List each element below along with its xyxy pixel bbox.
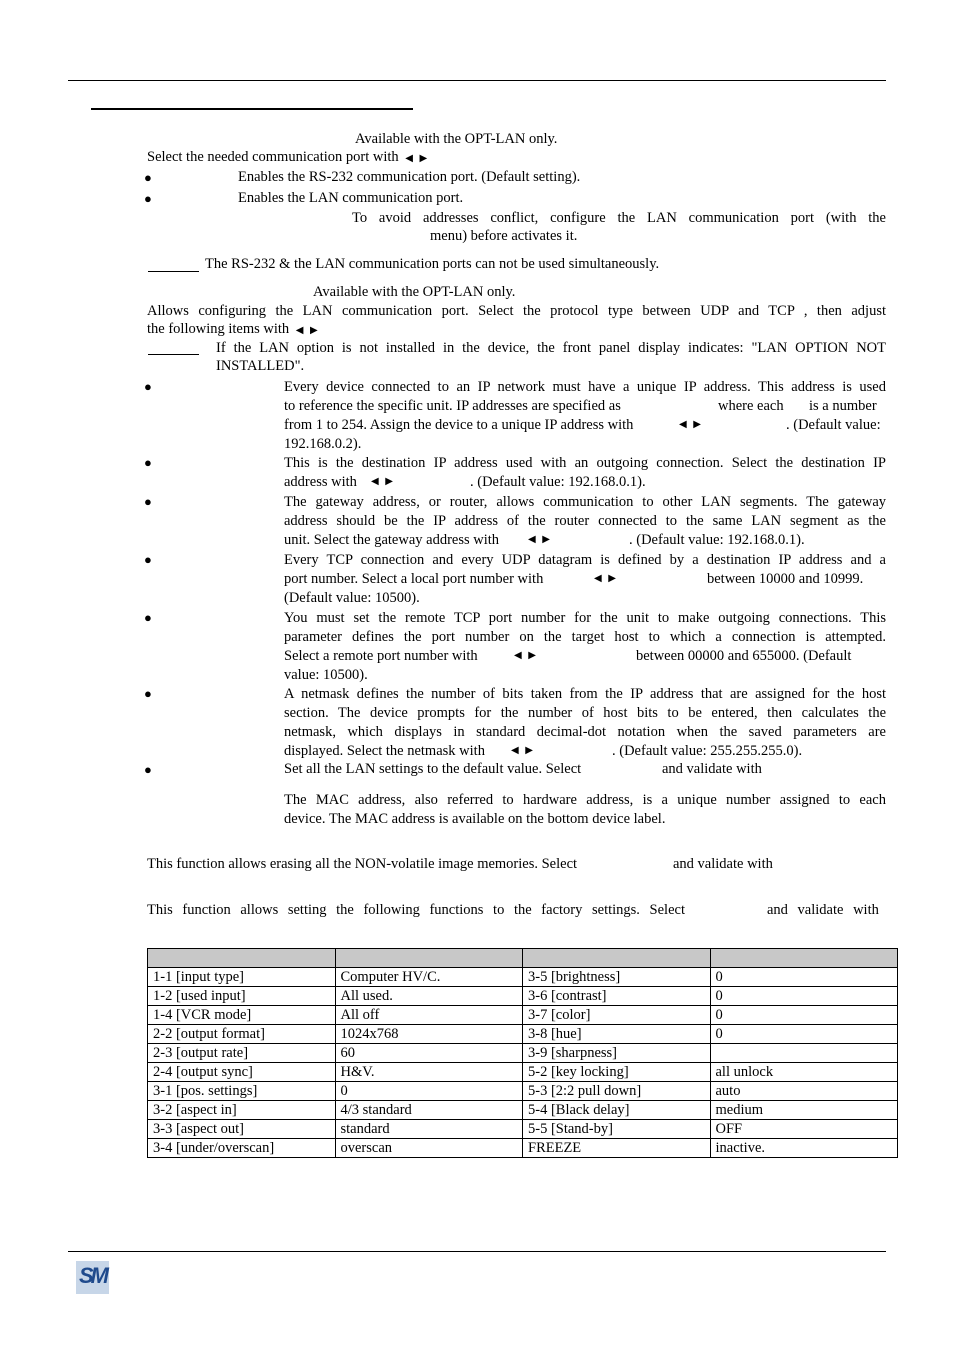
table-cell: 3-3 [aspect out] — [148, 1120, 336, 1139]
table-cell: 3-6 [contrast] — [523, 987, 711, 1006]
lan-availability: Available with the OPT-LAN only. — [313, 284, 516, 300]
left-right-arrows-icon: ◀ ▶ — [594, 573, 618, 584]
destination-block: This is the destination IP address used with an outgoing connection. Select the destination IP address with ◀ ▶ . (Default value: 192.168.0.1). — [284, 455, 886, 490]
table-row — [148, 968, 898, 987]
table-row — [148, 987, 898, 1006]
reset-lan-line: Set all the LAN settings to the default value. Select and validate with — [284, 761, 762, 777]
table-cell: 0 — [710, 987, 898, 1006]
table-cell: 0 — [710, 968, 898, 987]
note-rule — [148, 271, 199, 272]
table-cell: 3-9 [sharpness] — [523, 1044, 711, 1063]
lan-intro-line-1: Allows configuring the LAN communication port. Select the protocol type between UDP and TCP , then adjust — [147, 303, 886, 319]
table-cell: All off — [335, 1006, 523, 1025]
factory-settings-table — [147, 948, 898, 1158]
bullet-icon: ● — [144, 191, 152, 206]
netmask-block: A netmask defines the number of bits taken from the IP address that are assigned for the host section. The device prompts for the number of host bits to be entered, then calculates the netmask, which displays in standard decimal-dot notation when the saved parameters are displayed. Select the netmask with ◀ ▶ . (Default value: 255.255.255.0). — [284, 686, 886, 759]
erase-line: This function allows erasing all the NON-volatile image memories. Select and validate with — [147, 856, 773, 872]
table-cell: 3-4 [under/overscan] — [148, 1139, 336, 1158]
table-cell: 2-2 [output format] — [148, 1025, 336, 1044]
table-cell: 3-1 [pos. settings] — [148, 1082, 336, 1101]
table-cell: 3-8 [hue] — [523, 1025, 711, 1044]
port-select-text: Select the needed communication port with — [147, 149, 399, 165]
table-cell: 60 — [335, 1044, 523, 1063]
table-row — [148, 1139, 898, 1158]
table-row — [148, 1120, 898, 1139]
table-cell: 0 — [335, 1082, 523, 1101]
table-cell: 0 — [710, 1006, 898, 1025]
left-right-arrows-icon: ◀ ▶ — [405, 153, 430, 164]
left-right-arrows-icon: ◀ ▶ — [528, 534, 552, 545]
rs232-description: Enables the RS-232 communication port. (Default setting). — [238, 169, 581, 185]
brand-logo: SM — [76, 1261, 109, 1294]
factory-line: This function allows setting the following functions to the factory settings. Select and validate with — [147, 902, 879, 918]
table-cell: inactive. — [710, 1139, 898, 1158]
mac-block: The MAC address, also referred to hardware address, is a unique number assigned to each device. The MAC address is available on the bottom device label. — [284, 792, 886, 827]
ip-block: Every device connected to an IP network must have a unique IP address. This address is used to reference the specific unit. IP addresses are specified as where each is a number from 1 to 254. Assign the device to a unique IP address with ◀ ▶ . (Default value: 192.168.0.2). — [284, 379, 886, 452]
table-row — [148, 1006, 898, 1025]
table-cell: All used. — [335, 987, 523, 1006]
port-note: The RS-232 & the LAN communication ports can not be used simultaneously. — [205, 256, 660, 272]
table-row — [148, 1082, 898, 1101]
table-cell: 0 — [710, 1025, 898, 1044]
table-cell: 3-7 [color] — [523, 1006, 711, 1025]
port-availability: Available with the OPT-LAN only. — [355, 131, 558, 147]
left-right-arrows-icon: ◀ ▶ — [679, 419, 703, 430]
local-port-block: Every TCP connection and every UDP datagram is defined by a destination IP address and a port number. Select a local port number with ◀ ▶ between 10000 and 10999. (Default value: 10500). — [284, 552, 886, 606]
table-row — [148, 1044, 898, 1063]
bullet-icon: ● — [144, 610, 152, 625]
table-cell: 1-2 [used input] — [148, 987, 336, 1006]
lan-note-line-2: INSTALLED". — [216, 358, 305, 374]
table-cell: 3-5 [brightness] — [523, 968, 711, 987]
table-cell: 5-5 [Stand-by] — [523, 1120, 711, 1139]
section-heading-underline — [91, 108, 413, 110]
table-cell: auto — [710, 1082, 898, 1101]
table-cell: 5-2 [key locking] — [523, 1063, 711, 1082]
footer-rule — [68, 1251, 886, 1252]
table-row — [148, 1025, 898, 1044]
table-cell: Computer HV/C. — [335, 968, 523, 987]
bullet-icon: ● — [144, 170, 152, 185]
bullet-icon: ● — [144, 379, 152, 394]
table-cell — [710, 1044, 898, 1063]
bullet-icon: ● — [144, 494, 152, 509]
table-cell: medium — [710, 1101, 898, 1120]
bullet-icon: ● — [144, 455, 152, 470]
warning-line-2: menu) before activates it. — [430, 228, 578, 244]
left-right-arrows-icon: ◀ ▶ — [514, 650, 538, 661]
header-rule — [68, 80, 886, 81]
table-cell: 1-4 [VCR mode] — [148, 1006, 336, 1025]
lan-description: Enables the LAN communication port. — [238, 190, 464, 206]
table-row — [148, 1063, 898, 1082]
table-cell: OFF — [710, 1120, 898, 1139]
remote-port-block: You must set the remote TCP port number for the unit to make outgoing connections. This parameter defines the port number on the target host to which a connection is attempted. Select a remote port number with ◀ ▶ between 00000 and 655000. (Default value: 10500). — [284, 610, 886, 683]
table-cell: 3-2 [aspect in] — [148, 1101, 336, 1120]
bullet-icon: ● — [144, 686, 152, 701]
header-cell — [523, 949, 711, 968]
gateway-block: The gateway address, or router, allows communication to other LAN segments. The gateway address should be the IP address of the router connected to the same LAN segment as the unit. Select the gateway address with ◀ ▶ . (Default value: 192.168.0.1). — [284, 494, 886, 548]
table-cell: 2-3 [output rate] — [148, 1044, 336, 1063]
lan-intro-line-2: the following items with ◀ ▶ — [147, 321, 320, 337]
note-rule — [148, 354, 199, 355]
lan-note-line-1: If the LAN option is not installed in the device, the front panel display indicates: "LAN OPTION NOT — [216, 340, 886, 356]
left-right-arrows-icon: ◀ ▶ — [371, 476, 395, 487]
left-right-arrows-icon: ◀ ▶ — [511, 745, 535, 756]
port-select-line — [147, 149, 432, 166]
warning-line-1: To avoid addresses conflict, configure the LAN communication port (with the — [352, 210, 886, 226]
table-cell: H&V. — [335, 1063, 523, 1082]
table-cell: 5-4 [Black delay] — [523, 1101, 711, 1120]
header-cell — [335, 949, 523, 968]
table-cell: 2-4 [output sync] — [148, 1063, 336, 1082]
header-cell — [148, 949, 336, 968]
bullet-icon: ● — [144, 552, 152, 567]
left-right-arrows-icon: ◀ ▶ — [295, 325, 320, 336]
table-cell: 5-3 [2:2 pull down] — [523, 1082, 711, 1101]
table-cell: all unlock — [710, 1063, 898, 1082]
table-cell: 4/3 standard — [335, 1101, 523, 1120]
table-cell: FREEZE — [523, 1139, 711, 1158]
table-cell: standard — [335, 1120, 523, 1139]
header-cell — [710, 949, 898, 968]
table-row — [148, 1101, 898, 1120]
table-header-row — [148, 949, 898, 968]
bullet-icon: ● — [144, 762, 152, 777]
table-cell: overscan — [335, 1139, 523, 1158]
table-cell: 1024x768 — [335, 1025, 523, 1044]
table-cell: 1-1 [input type] — [148, 968, 336, 987]
